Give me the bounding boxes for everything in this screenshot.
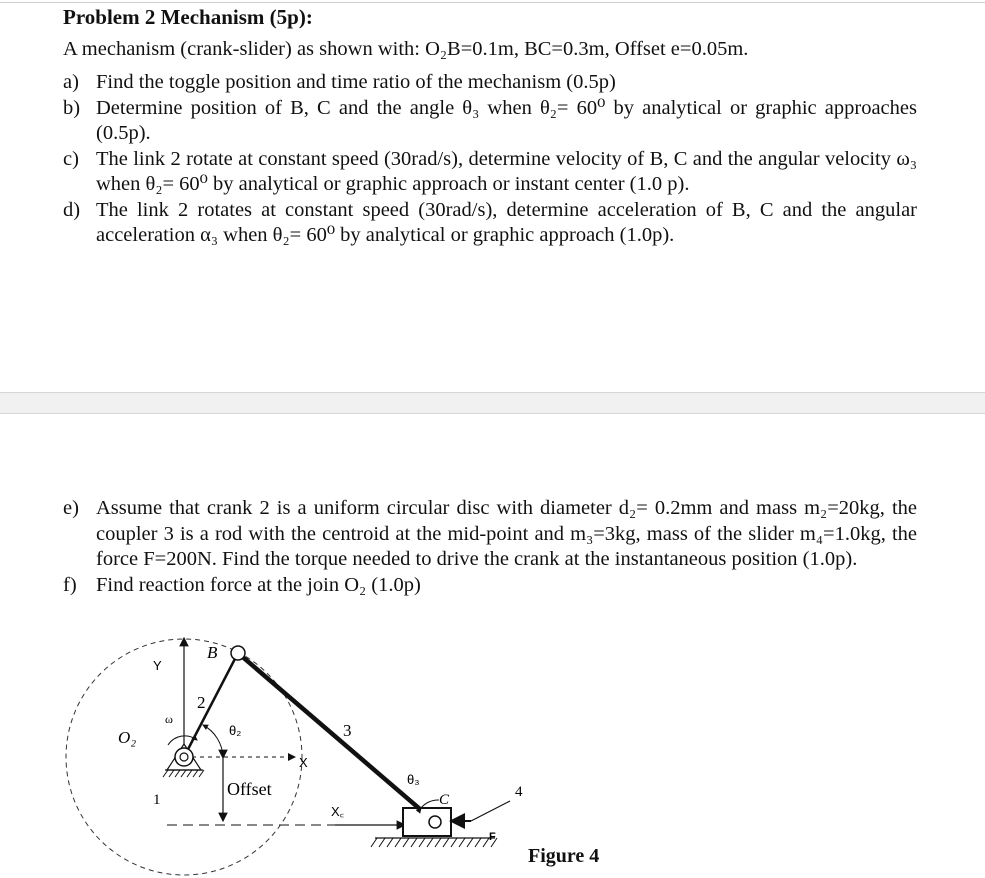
ground-hatch-slider bbox=[371, 838, 497, 847]
question-list-bottom bbox=[63, 496, 917, 598]
problem-intro: A mechanism (crank-slider) as shown with: O₂B=0.1m, BC=0.3m, Offset e=0.05m. bbox=[63, 38, 749, 60]
label-link3: 3 bbox=[343, 721, 352, 740]
theta2-arc bbox=[203, 725, 223, 757]
top-rule bbox=[0, 2, 985, 3]
label-xc: X꜀ bbox=[331, 804, 345, 819]
question-text: The link 2 rotates at constant speed (30rad/s), determine acceleration of B, C and the angular acceleration α₃ when θ₂= 60⁰ by analytical or graphic approach (1.0p). bbox=[96, 198, 917, 246]
label-theta2: θ₂ bbox=[229, 723, 242, 738]
question-label: b) bbox=[63, 96, 81, 119]
label-link2: 2 bbox=[197, 693, 206, 712]
question-item bbox=[63, 70, 917, 96]
mechanism-figure bbox=[55, 628, 615, 876]
force-line bbox=[471, 801, 510, 821]
label-x: X bbox=[299, 755, 308, 770]
ground-hatch-o2 bbox=[163, 770, 204, 777]
pivot-o2-pin bbox=[180, 753, 188, 761]
question-label: e) bbox=[63, 497, 79, 519]
question-item bbox=[63, 198, 917, 249]
figure-caption: Figure 4 bbox=[528, 845, 600, 867]
question-label: d) bbox=[63, 198, 81, 221]
label-o2: O₂ bbox=[118, 728, 137, 747]
question-text: The link 2 rotate at constant speed (30rad/s), determine velocity of B, C and the angular velocity ω₃ when θ₂= 60⁰ by analytical or graphic approach or instant center (1.0 p). bbox=[96, 147, 917, 195]
pin-c bbox=[429, 816, 441, 828]
crank-link bbox=[184, 653, 238, 757]
question-text: Find reaction force at the join O₂ (1.0p) bbox=[96, 573, 421, 596]
label-y: Y bbox=[153, 658, 162, 673]
question-text: Find the toggle position and time ratio of the mechanism (0.5p) bbox=[96, 71, 616, 93]
question-item bbox=[63, 96, 917, 147]
question-item bbox=[63, 573, 917, 599]
question-list-top bbox=[63, 70, 917, 249]
question-text: Determine position of B, C and the angle θ₃ when θ₂= 60⁰ by analytical or graphic approaches (0.5p). bbox=[96, 96, 917, 144]
label-c: C bbox=[439, 792, 450, 808]
label-theta3: θ₃ bbox=[407, 772, 420, 787]
question-item bbox=[63, 147, 917, 198]
question-item bbox=[63, 496, 917, 573]
pin-b bbox=[231, 646, 245, 660]
label-link4: 4 bbox=[515, 784, 523, 800]
question-label: c) bbox=[63, 147, 79, 170]
label-b: B bbox=[207, 643, 218, 662]
question-label: a) bbox=[63, 71, 79, 93]
slider-block bbox=[403, 808, 451, 836]
label-force: F bbox=[489, 831, 496, 843]
page-break-divider bbox=[0, 392, 985, 414]
question-text: Assume that crank 2 is a uniform circular disc with diameter d₂= 0.2mm and mass m₂=20kg, the coupler 3 is a rod with the centroid at the mid-point and m₃=3kg, mass of the slider m₄=1.0kg, the force F=200N. Find the torque needed to drive the crank at the instantaneous position (1.0p). bbox=[96, 497, 917, 570]
label-ground: 1 bbox=[153, 792, 161, 808]
theta3-arc bbox=[421, 800, 439, 808]
label-omega: ω bbox=[165, 712, 173, 726]
label-offset: Offset bbox=[227, 779, 272, 799]
problem-title: Problem 2 Mechanism (5p): bbox=[63, 5, 313, 29]
question-label: f) bbox=[63, 573, 77, 596]
